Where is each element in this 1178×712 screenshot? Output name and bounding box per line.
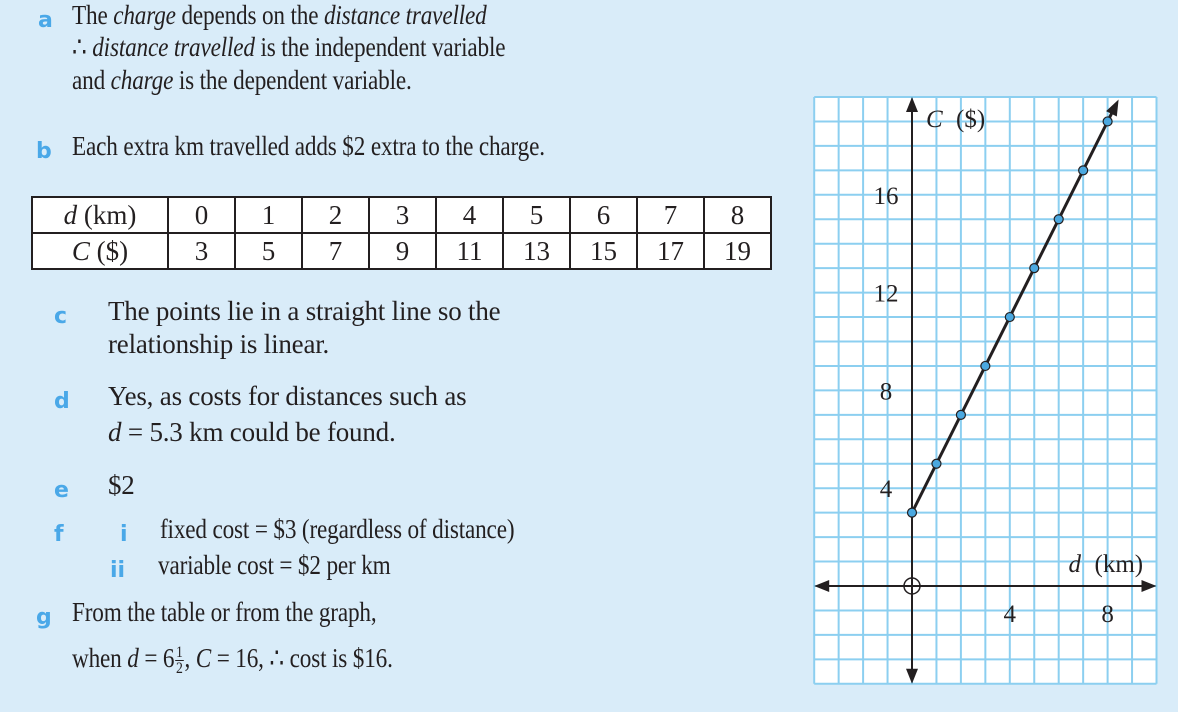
y-tick-label: 12 xyxy=(873,280,899,308)
term-charge: charge xyxy=(113,0,176,30)
y-tick-label: 8 xyxy=(879,378,893,406)
y-axis-variable: C xyxy=(926,106,943,133)
text: is the dependent variable. xyxy=(173,65,412,95)
term-distance-travelled: distance travelled xyxy=(92,32,255,62)
table-cell: 2 xyxy=(302,197,369,233)
y-axis-unit: ($) xyxy=(956,106,986,133)
text: , xyxy=(184,643,196,673)
item-f-ii-text: variable cost = $2 per km xyxy=(158,550,391,580)
item-d-line1: Yes, as costs for distances such as xyxy=(108,381,467,411)
data-point xyxy=(1054,215,1063,224)
item-label-d: d xyxy=(54,389,70,414)
item-c-line1: The points lie in a straight line so the xyxy=(108,296,501,326)
subitem-label-i: i xyxy=(120,522,128,547)
table-cell: 7 xyxy=(637,197,704,233)
data-point xyxy=(1079,166,1088,175)
item-b-text: Each extra km travelled adds $2 extra to the charge. xyxy=(72,131,545,161)
text: is the independent variable xyxy=(254,32,506,62)
fraction-denominator: 2 xyxy=(176,660,183,678)
table-cell: 19 xyxy=(704,233,771,269)
fraction-numerator: 1 xyxy=(176,644,183,662)
data-point xyxy=(932,459,941,468)
item-e-text: $2 xyxy=(108,470,135,500)
item-label-f: f xyxy=(54,522,64,547)
item-label-a: a xyxy=(38,8,53,33)
table-cell: 8 xyxy=(704,197,771,233)
table-cell: 13 xyxy=(503,233,570,269)
data-point xyxy=(908,508,917,517)
data-point xyxy=(956,410,965,419)
text: and xyxy=(72,65,111,95)
subitem-label-ii: ii xyxy=(110,558,126,583)
table-cell: 11 xyxy=(436,233,503,269)
table-cell: 1 xyxy=(235,197,302,233)
text: = 5.3 km could be found. xyxy=(121,417,396,447)
table-cell: 15 xyxy=(570,233,637,269)
text: depends on the xyxy=(175,0,324,30)
x-tick-label: 4 xyxy=(1003,601,1017,628)
item-label-e: e xyxy=(54,478,69,503)
table-cell: 6 xyxy=(570,197,637,233)
table-cell: 5 xyxy=(235,233,302,269)
grid xyxy=(814,97,1156,684)
table-cell: 3 xyxy=(168,233,235,269)
unit: ($) xyxy=(89,236,129,266)
table-cell: 9 xyxy=(369,233,436,269)
table-cell: 3 xyxy=(369,197,436,233)
term-charge: charge xyxy=(110,65,174,95)
item-label-g: g xyxy=(36,605,52,630)
text: The xyxy=(72,0,114,30)
y-tick-label: 4 xyxy=(879,476,893,504)
text: when xyxy=(72,643,128,673)
var-C: C xyxy=(195,643,212,673)
x-tick-label: 8 xyxy=(1101,601,1114,628)
item-label-b: b xyxy=(36,139,52,164)
term-distance-travelled: distance travelled xyxy=(323,0,487,30)
item-g-line1: From the table or from the graph, xyxy=(72,597,377,627)
var-d: d xyxy=(63,200,78,230)
item-f-i-text: fixed cost = $3 (regardless of distance) xyxy=(160,514,515,544)
item-c-line2: relationship is linear. xyxy=(108,329,330,359)
therefore-symbol: ∴ xyxy=(72,32,93,62)
data-point xyxy=(981,361,990,370)
x-axis-variable: d xyxy=(1068,551,1081,578)
table-cell: 0 xyxy=(168,197,235,233)
y-tick-label: 16 xyxy=(873,182,899,210)
var-d: d xyxy=(108,417,122,447)
x-axis-unit: (km) xyxy=(1094,551,1144,578)
item-label-c: c xyxy=(54,304,68,329)
table-cell: 4 xyxy=(436,197,503,233)
data-point xyxy=(1103,117,1112,126)
data-point xyxy=(1005,313,1014,322)
text: = 6 xyxy=(138,643,175,673)
text: = 16, ∴ cost is $16. xyxy=(211,643,393,673)
var-d: d xyxy=(127,643,139,673)
table-cell: 17 xyxy=(637,233,704,269)
unit: (km) xyxy=(77,200,137,230)
table-cell: 7 xyxy=(302,233,369,269)
data-point xyxy=(1030,264,1039,273)
table-cell: 5 xyxy=(503,197,570,233)
var-C: C xyxy=(71,236,90,266)
